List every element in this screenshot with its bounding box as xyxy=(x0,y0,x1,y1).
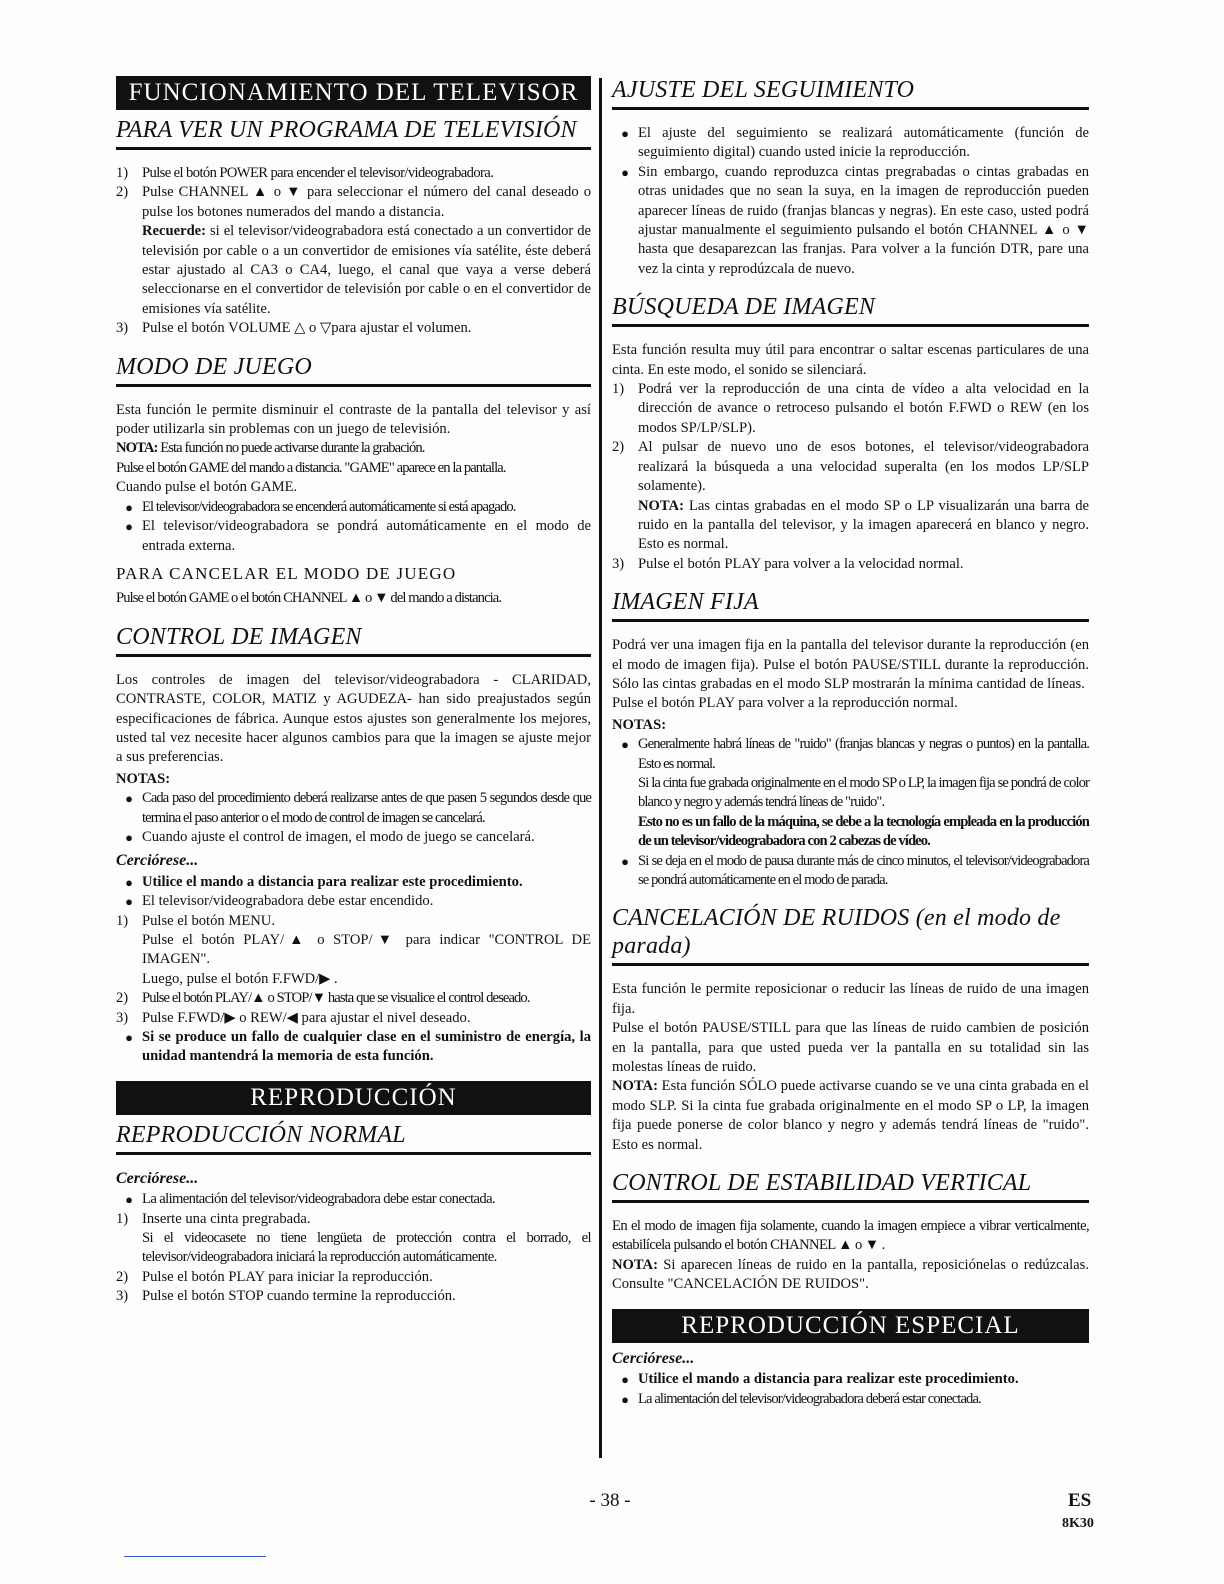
language-code: ES xyxy=(1068,1490,1092,1511)
left-column xyxy=(116,76,591,1321)
list-item: 3) Pulse F.FWD/▶ o REW/◀ para ajustar el nivel deseado. xyxy=(116,1009,471,1026)
list-item: ● Generalmente habrá líneas de "ruido" (franjas blancas y negras o puntos) en la pantalla. Esto es normal. Si la cinta fue grabada originalmente en el modo SP o LP, la imagen fija se pondrá de color blanco y negro y además tendrá líneas de "ruido". Esto no es un fallo de la máquina, se debe a la tecnología empleada en la producción de un televisor/videograbadora con 2 cabezas de vídeo. xyxy=(621,736,1089,850)
vertical-stability-body: En el modo de imagen fija solamente, cuando la imagen empiece a vibrar verticalmente, estabilícela pulsando el botón CHANNEL ▲ o ▼ . NOTA: Si aparecen líneas de ruido en la pantalla, reposiciónelas o redúzcalas. Consulte "CANCELACIÓN DE RUIDOS". xyxy=(612,1218,1089,1293)
list-item: 2) Pulse CHANNEL ▲ o ▼ para seleccionar el número del canal deseado o pulse los botones numerados del mando a distancia. Recuerde: si el televisor/videograbadora está conectado a un convertidor de televisión por cable o a un convertidor de emisiones vía satélite, éste deberá estar ajustado al CA3 o CA4, luego, el canal que vaya a verse deberá seleccionarse en el convertidor de televisión por cable o en el convertidor de emisiones vía satélite. xyxy=(116,184,591,317)
list-item: 2) Al pulsar de nuevo uno de esos botones, el televisor/videograbadora realizará la búsqueda a una velocidad superalta (en los modos LP/SLP solamente). NOTA: Las cintas grabadas en el modo SP o LP visualizarán una barra de ruido en la pantalla del televisor, y la imagen aparecerá en blanco y negro. Esto es normal. xyxy=(612,439,1089,553)
right-column xyxy=(612,76,1089,1423)
list-item: 3) Pulse el botón STOP cuando termine la reproducción. xyxy=(116,1288,456,1305)
list-item: ● La alimentación del televisor/videograbadora deberá estar conectada. xyxy=(621,1390,981,1407)
list-item: ● La alimentación del televisor/videograbadora debe estar conectada. xyxy=(125,1191,496,1208)
noise-cancel-body: Esta función le permite reposicionar o reducir las líneas de ruido de una imagen fija. Pulse el botón PAUSE/STILL para que las líneas de ruido cambien de posición en la pantalla, para que usted pueda ver la pantalla en su totalidad sin las molestas líneas de ruido. NOTA: Esta función SÓLO puede activarse cuando se ve una cinta grabada en el modo SLP. Si la cinta fue grabada originalmente en el modo SP o LP, la imagen fija puede ponerse de color blanco y negro y además tendrá líneas de "ruido". Esto es normal. xyxy=(612,981,1089,1153)
list-item: 1) Pulse el botón POWER para encender el televisor/videograbadora. xyxy=(116,165,494,181)
list-item: 3) Pulse el botón PLAY para volver a la velocidad normal. xyxy=(612,555,964,572)
list-item: ● El televisor/videograbadora se encenderá automáticamente si está apagado. xyxy=(125,498,516,515)
still-picture-body: Podrá ver una imagen fija en la pantalla del televisor durante la reproducción (en el modo de imagen fija). Pulse el botón PAUSE/STILL durante la reproducción. Sólo las cintas grabadas en el modo SLP mostrarán la mínima cantidad de líneas. Pulse el botón PLAY para volver a la reproducción normal. NOTAS: ● Generalmente habrá líneas de "ruido" (franjas blancas y negras o puntos) en la pantalla. Esto es normal. Si la cinta fue grabada originalmente en el modo SP o LP, la imagen fija se pondrá de color blanco y negro y además tendrá líneas de "ruido". Esto no es un fallo de la máquina, se debe a la tecnología empleada en la producción de un televisor/videograbadora con 2 cabezas de vídeo. ● Si se deja en el modo de pausa durante más de cinco minutos, el televisor/videograbadora se pondrá automáticamente en el modo de parada. xyxy=(612,636,1089,890)
game-mode-body: Esta función le permite disminuir el contraste de la pantalla del televisor y así poder utilizarla sin problemas con un juego de televisión. NOTA: Esta función no puede activarse durante la grabación. Pulse el botón GAME del mando a distancia. "GAME" aparece en la pantalla. Cuando pulse el botón GAME. ● El televisor/videograbadora se encenderá automáticamente si está apagado. ● El televisor/videograbadora se pondrá automáticamente en el modo de entrada externa. PARA CANCELAR EL MODO DE JUEGO Pulse el botón GAME o el botón CHANNEL ▲ o ▼ del mando a distancia. xyxy=(116,401,591,607)
list-item: 1) Podrá ver la reproducción de una cinta de vídeo a alta velocidad en la dirección de avance o retroceso pulsando el botón F.FWD o REW (en los modos SP/LP/SLP). xyxy=(612,381,1089,436)
list-item: ● Cada paso del procedimiento deberá realizarse antes de que pasen 5 segundos desde que termina el paso anterior o el modo de control de imagen se cancelará. xyxy=(125,790,591,826)
heading-vertical-stability: CONTROL DE ESTABILIDAD VERTICAL xyxy=(612,1169,1089,1203)
image-control-body: Los controles de imagen del televisor/videograbadora - CLARIDAD, CONTRASTE, COLOR, MATIZ y AGUDEZA- han sido preajustados según especificaciones de fábrica. Aunque estos ajustes son generalmente los mejores, usted tal vez necesite hacer algunos cambios para que la imagen se ajuste mejor a sus preferencias. NOTAS: ● Cada paso del procedimiento deberá realizarse antes de que pasen 5 segundos desde que termina el paso anterior o el modo de control de imagen se cancelará. ● Cuando ajuste el control de imagen, el modo de juego se cancelará. Cerciórese... ● Utilice el mando a distancia para realizar este procedimiento. ● El televisor/videograbadora debe estar encendido. 1) Pulse el botón MENU. Pulse el botón PLAY/▲ o STOP/▼ para indicar "CONTROL DE IMAGEN". Luego, pulse el botón F.FWD/▶ . 2) Pulse el botón PLAY/▲ o STOP/▼ hasta que se visualice el control deseado. 3) Pulse F.FWD/▶ o REW/◀ para ajustar el nivel deseado. ● Si se produce un fallo de cualquier clase en el suministro de energía, la unidad mantendrá la memoria de esta función. xyxy=(116,671,591,1067)
list-item: 3) Pulse el botón VOLUME △ o ▽para ajustar el volumen. xyxy=(116,320,472,337)
list-item: ● El ajuste del seguimiento se realizará automáticamente (función de seguimiento digital) cuando usted inicie la reproducción. xyxy=(621,125,1089,161)
list-item: ● El televisor/videograbadora debe estar encendido. xyxy=(125,893,434,910)
picture-search-body: Esta función resulta muy útil para encontrar o saltar escenas particulares de una cinta. En este modo, el sonido se silenciará. 1) Podrá ver la reproducción de una cinta de vídeo a alta velocidad en la dirección de avance o retroceso pulsando el botón F.FWD o REW (en los modos SP/LP/SLP). 2) Al pulsar de nuevo uno de esos botones, el televisor/videograbadora realizará la búsqueda a una velocidad superalta (en los modos LP/SLP solamente). NOTA: Las cintas grabadas en el modo SP o LP visualizarán una barra de ruido en la pantalla del televisor, y la imagen aparecerá en blanco y negro. Esto es normal. 3) Pulse el botón PLAY para volver a la velocidad normal. xyxy=(612,341,1089,574)
list-item: ● Cuando ajuste el control de imagen, el modo de juego se cancelará. xyxy=(125,828,535,845)
list-item: ● Sin embargo, cuando reproduzca cintas pregrabadas o cintas grabadas en otras unidades que no sean la suya, en la imagen de reproducción pueden aparecer líneas de ruido (franjas blancas y negras). En este caso, usted podrá ajustar manualmente el seguimiento pulsando el botón CHANNEL ▲ o ▼ hasta que desaparezcan las franjas. Para volver a la función DTR, pare una vez la cinta y reprodúzcala de nuevo. xyxy=(621,163,1089,277)
column-divider xyxy=(599,78,602,1458)
list-item: ● Si se produce un fallo de cualquier clase en el suministro de energía, la unidad mantendrá la memoria de esta función. xyxy=(125,1029,591,1065)
section-banner-tv-operation: FUNCIONAMIENTO DEL TELEVISOR xyxy=(116,76,591,110)
list-item: ● El televisor/videograbadora se pondrá automáticamente en el modo de entrada externa. xyxy=(125,518,591,554)
heading-tracking: AJUSTE DEL SEGUIMIENTO xyxy=(612,76,1089,110)
normal-playback-body: Cerciórese... ● La alimentación del televisor/videograbadora debe estar conectada. 1) Inserte una cinta pregrabada. Si el videocasete no tiene lengüeta de protección contra el borrado, el televisor/videograbadora iniciará la reproducción automáticamente. 2) Pulse el botón PLAY para iniciar la reproducción. 3) Pulse el botón STOP cuando termine la reproducción. xyxy=(116,1169,591,1307)
list-item: ● Si se deja en el modo de pausa durante más de cinco minutos, el televisor/videograbadora se pondrá automáticamente en el modo de parada. xyxy=(621,852,1089,888)
list-item: 2) Pulse el botón PLAY para iniciar la reproducción. xyxy=(116,1268,433,1285)
list-item: ● Utilice el mando a distancia para realizar este procedimiento. xyxy=(621,1371,1019,1388)
page-number: - 38 - xyxy=(589,1490,631,1511)
heading-image-control: CONTROL DE IMAGEN xyxy=(116,623,591,657)
heading-still-picture: IMAGEN FIJA xyxy=(612,588,1089,622)
heading-game-mode: MODO DE JUEGO xyxy=(116,353,591,387)
section-banner-special-playback: REPRODUCCIÓN ESPECIAL xyxy=(612,1309,1089,1343)
heading-picture-search: BÚSQUEDA DE IMAGEN xyxy=(612,293,1089,327)
heading-watch-tv: PARA VER UN PROGRAMA DE TELEVISIÓN xyxy=(116,116,591,150)
list-item: 2) Pulse el botón PLAY/▲ o STOP/▼ hasta que se visualice el control deseado. xyxy=(116,990,530,1007)
tracking-body xyxy=(612,124,1089,279)
subheading-cancel-game: PARA CANCELAR EL MODO DE JUEGO xyxy=(116,563,457,583)
scan-artifact-line xyxy=(124,1556,266,1557)
watch-tv-steps xyxy=(116,164,591,339)
model-code: 8K30 xyxy=(1062,1516,1094,1531)
list-item: 1) Pulse el botón MENU. Pulse el botón PLAY/▲ o STOP/▼ para indicar "CONTROL DE IMAGEN". Luego, pulse el botón F.FWD/▶ . xyxy=(116,912,591,987)
section-banner-playback: REPRODUCCIÓN xyxy=(116,1081,591,1115)
heading-noise-cancel: CANCELACIÓN DE RUIDOS (en el modo de parada) xyxy=(612,904,1089,966)
heading-normal-playback: REPRODUCCIÓN NORMAL xyxy=(116,1121,591,1155)
special-playback-body: Cerciórese... ● Utilice el mando a distancia para realizar este procedimiento. ● La alimentación del televisor/videograbadora deberá estar conectada. xyxy=(612,1349,1089,1409)
list-item: 1) Inserte una cinta pregrabada. Si el videocasete no tiene lengüeta de protección contra el borrado, el televisor/videograbadora iniciará la reproducción automáticamente. xyxy=(116,1210,591,1266)
list-item: ● Utilice el mando a distancia para realizar este procedimiento. xyxy=(125,873,523,890)
